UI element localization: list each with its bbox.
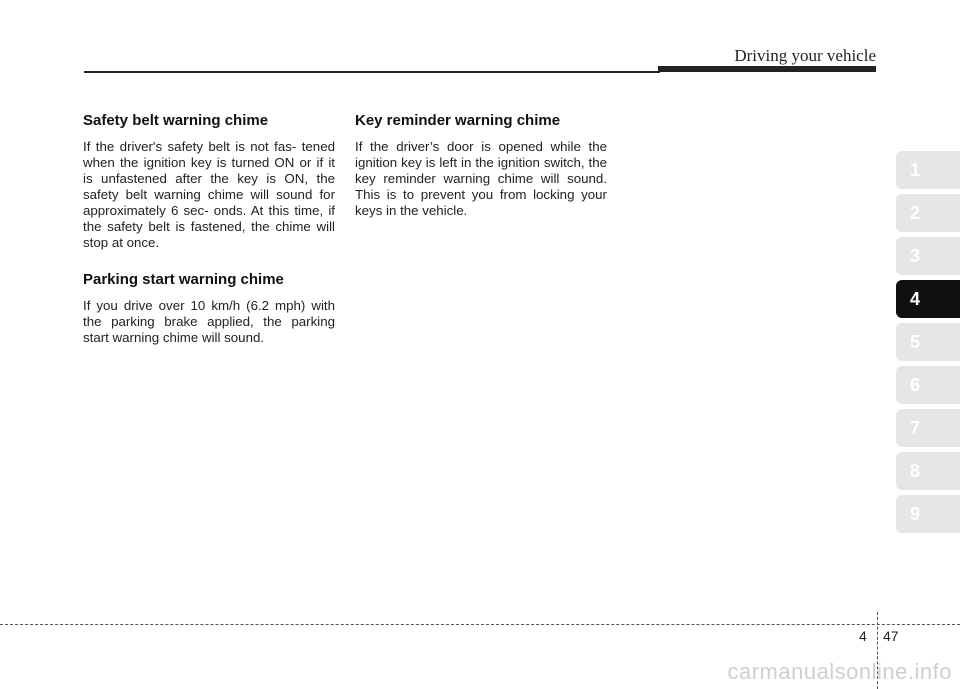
- chapter-tab-6[interactable]: 6: [896, 366, 960, 404]
- key-reminder-heading: Key reminder warning chime: [355, 112, 561, 129]
- key-reminder-body: If the driver’s door is opened while the ignition key is left in the ignition switch, the key reminder warning chime will sound. This is to prevent you from locking your keys in the vehicle.: [355, 139, 607, 218]
- chapter-tab-5[interactable]: 5: [896, 323, 960, 361]
- chapter-tab-1[interactable]: 1: [896, 151, 960, 189]
- parking-start-body: If you drive over 10 km/h (6.2 mph) with the parking brake applied, the parking start warning chime will sound.: [83, 298, 335, 345]
- chapter-tabs: [896, 151, 960, 538]
- section-title: Driving your vehicle: [734, 46, 876, 65]
- chapter-tab-8[interactable]: 8: [896, 452, 960, 490]
- parking-start-heading: Parking start warning chime: [83, 271, 284, 288]
- safety-belt-heading: Safety belt warning chime: [83, 112, 269, 129]
- header-rule: [84, 71, 660, 73]
- chapter-tab-4[interactable]: 4: [896, 280, 960, 318]
- watermark: carmanualsonline.info: [727, 659, 952, 684]
- page-number: 47: [883, 628, 899, 644]
- right-column: [355, 112, 607, 239]
- chapter-tab-2[interactable]: 2: [896, 194, 960, 232]
- chapter-tab-9[interactable]: 9: [896, 495, 960, 533]
- page-chapter-number: 4: [859, 628, 867, 644]
- chapter-tab-7[interactable]: 7: [896, 409, 960, 447]
- chapter-tab-3[interactable]: 3: [896, 237, 960, 275]
- header-rule-accent: [658, 66, 876, 72]
- footer-divider: [0, 624, 960, 625]
- safety-belt-body: If the driver's safety belt is not fas- tened when the ignition key is turned ON or if it is unfastened after the key is ON, the safety belt warning chime will sound for approximately 6 sec- onds. At this time, if the safety belt is fastened, the chime will stop at once.: [83, 139, 335, 250]
- left-column: [83, 112, 335, 366]
